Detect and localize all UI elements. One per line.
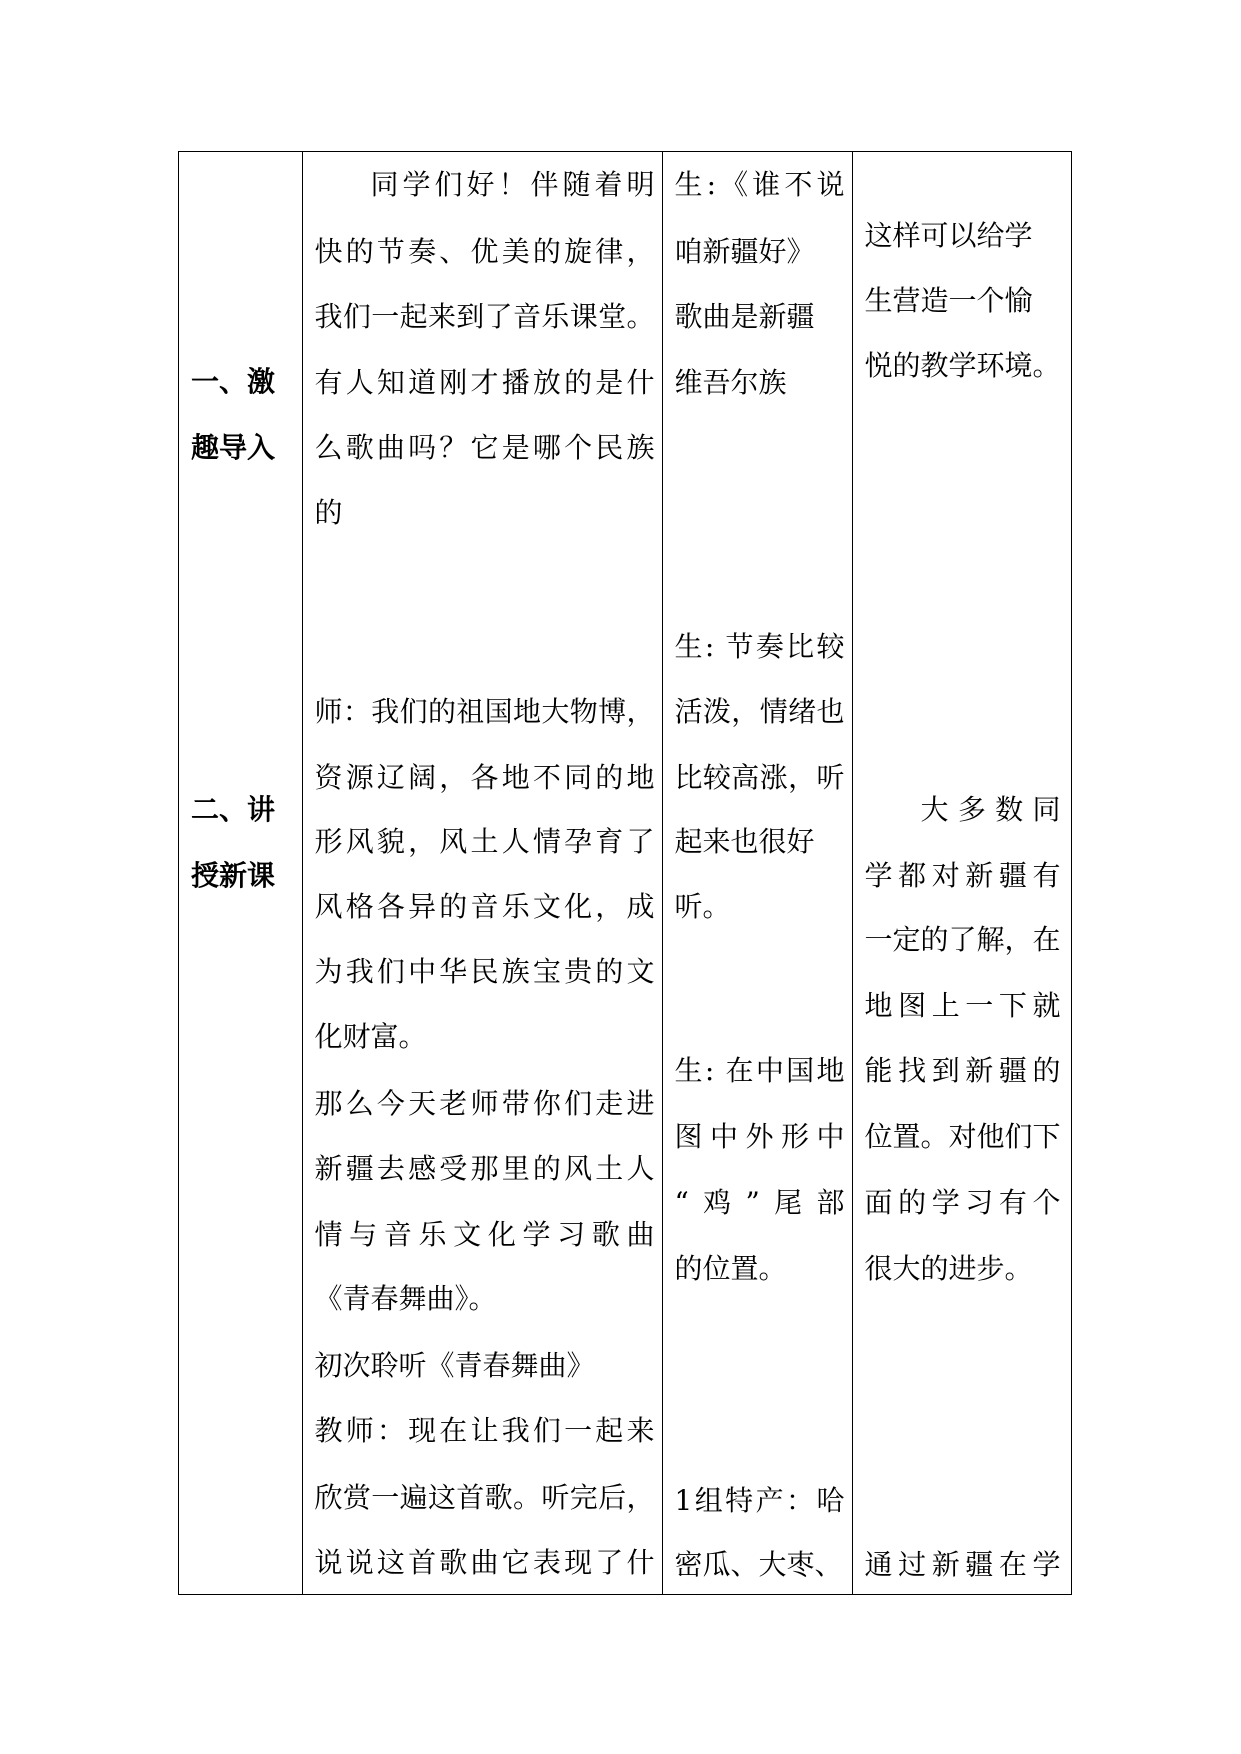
teacher-text-line: 欣赏一遍这首歌。听完后， [314,1481,655,1514]
teacher-text-line: 为我们中华民族宝贵的文 [314,955,655,988]
student-response-line: 起来也很好 [674,825,815,858]
teacher-text-line: 说说这首歌曲它表现了什 [314,1546,655,1579]
student-response-line: 1组特产：哈 [674,1484,845,1517]
student-response-line: 听。 [674,890,731,923]
stage-label-line: 授新课 [191,859,276,892]
design-intent-line: 面的学习有个 [864,1186,1061,1219]
teacher-activity-cell [302,152,662,1594]
teacher-text-line: 新疆去感受那里的风土人 [314,1152,655,1185]
student-activity-cell [662,152,852,1594]
student-response-line: 歌曲是新疆 [674,300,815,333]
student-response-line: 活泼，情绪也 [674,695,845,728]
design-intent-line: 能找到新疆的 [864,1054,1061,1087]
teacher-text-line: 教师：现在让我们一起来 [314,1414,655,1447]
student-response-line: 图中外形中 [674,1120,845,1153]
stage-cell [179,152,302,1594]
teacher-text-line: 么歌曲吗？它是哪个民族 [314,431,655,464]
student-response-line: 咱新疆好》 [674,235,815,268]
student-response-line: 生: 节奏比较 [674,630,845,663]
student-response-line: 生: 在中国地 [674,1054,845,1087]
design-intent-line: 位置。对他们下 [864,1120,1061,1153]
design-intent-line: 学都对新疆有 [864,859,1061,892]
teacher-text-line: 初次聆听《青春舞曲》 [314,1349,595,1382]
design-intent-cell [852,152,1071,1594]
student-response-line: 比较高涨，听 [674,761,845,794]
stage-label-line: 一、激 [191,365,276,398]
teacher-text-line: 形风貌，风土人情孕育了 [314,825,655,858]
teacher-text-line: 情与音乐文化学习歌曲 [314,1218,655,1251]
teacher-text-line: 资源辽阔，各地不同的地 [314,761,655,794]
design-intent-line: 地图上一下就 [864,989,1061,1022]
design-intent-line: 大多数同 [920,793,1061,826]
design-intent-line: 这样可以给学 [864,219,1033,252]
design-intent-line: 一定的了解，在 [864,923,1061,956]
design-intent-line: 通过新疆在学 [864,1548,1061,1581]
lesson-plan-table [178,151,1072,1595]
teacher-text-line: 《青春舞曲》。 [314,1282,497,1315]
teacher-text-line: 那么今天老师带你们走进 [314,1087,655,1120]
stage-label-line: 趣导入 [191,431,276,464]
student-response-line: 的位置。 [674,1252,787,1285]
design-intent-line: 生营造一个愉 [864,284,1033,317]
teacher-text-line: 风格各异的音乐文化，成 [314,890,655,923]
teacher-text-line: 同学们好！伴随着明 [370,168,655,201]
teacher-text-line: 我们一起来到了音乐课堂。 [314,300,655,333]
design-intent-line: 悦的教学环境。 [864,349,1061,382]
student-response-line: 生:《谁不说 [674,168,845,201]
teacher-text-line: 快的节奏、优美的旋律， [314,235,655,268]
design-intent-line: 很大的进步。 [864,1252,1033,1285]
student-response-line: “鸡”尾部 [674,1186,845,1219]
student-response-line: 维吾尔族 [674,366,787,399]
teacher-text-line: 有人知道刚才播放的是什 [314,366,655,399]
student-response-line: 密瓜、大枣、 [674,1548,843,1581]
teacher-text-line: 师：我们的祖国地大物博， [314,695,655,728]
teacher-text-line: 的 [314,496,343,529]
teacher-text-line: 化财富。 [314,1020,427,1053]
stage-label-line: 二、讲 [191,793,276,826]
